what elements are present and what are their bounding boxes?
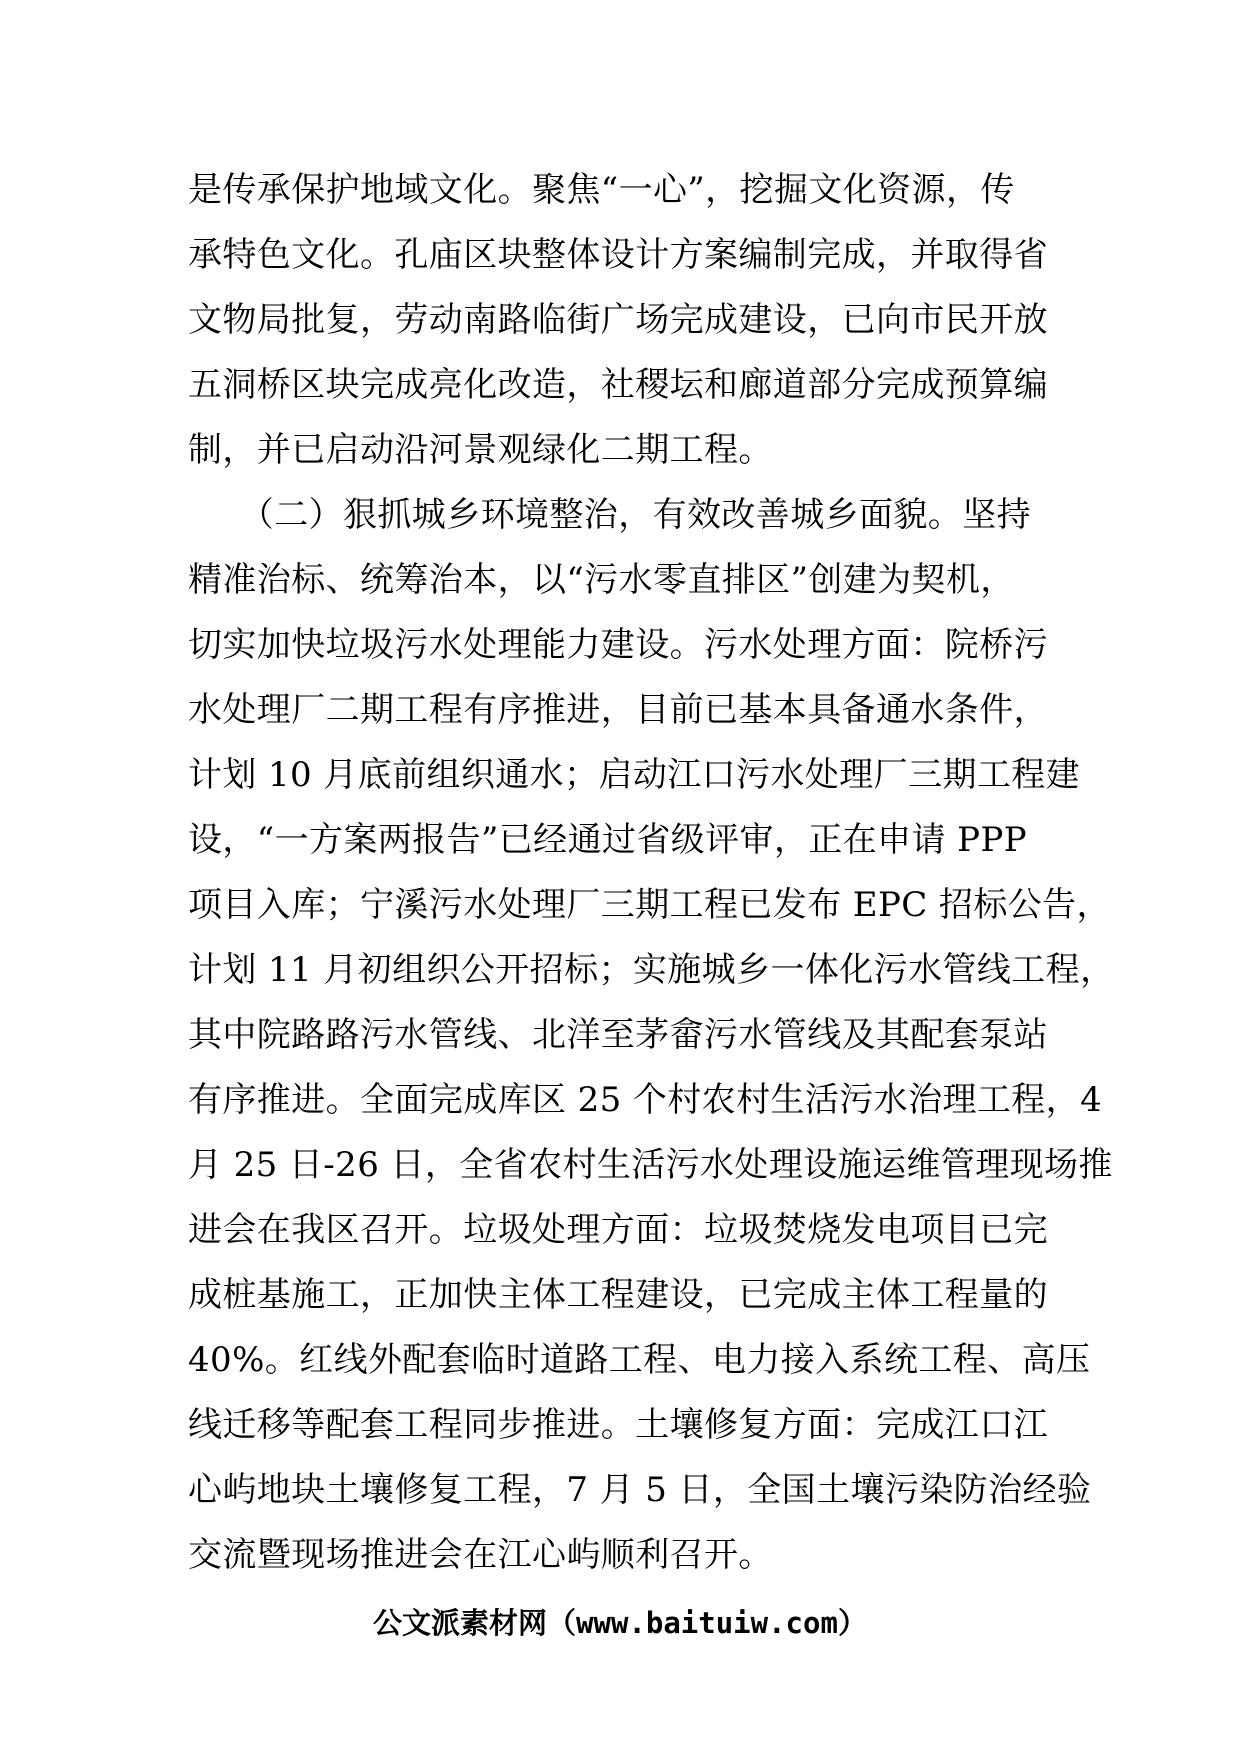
body-text <box>188 158 1115 1588</box>
text-line: 月 25 日-26 日，全省农村生活污水处理设施运维管理现场推 <box>188 1145 1113 1185</box>
text-line: 设，“一方案两报告”已经通过省级评审，正在申请 PPP <box>188 820 1028 860</box>
text-line: 成桩基施工，正加快主体工程建设，已完成主体工程量的 <box>188 1275 1048 1315</box>
text-line: 其中院路路污水管线、北洋至茅畲污水管线及其配套泵站 <box>188 1015 1048 1055</box>
text-line: 制，并已启动沿河景观绿化二期工程。 <box>188 430 773 470</box>
text-line: 项目入库；宁溪污水处理厂三期工程已发布 EPC 招标公告， <box>188 885 1111 925</box>
text-line: 线迁移等配套工程同步推进。土壤修复方面：完成江口江 <box>188 1405 1048 1445</box>
text-line: 进会在我区召开。垃圾处理方面：垃圾焚烧发电项目已完 <box>188 1210 1048 1250</box>
text-line: 40%。红线外配套临时道路工程、电力接入系统工程、高压 <box>188 1340 1091 1380</box>
section-heading-line: （二）狠抓城乡环境整治，有效改善城乡面貌。坚持 <box>188 495 1031 535</box>
text-line: 水处理厂二期工程有序推进，目前已基本具备通水条件， <box>188 690 1048 730</box>
text-line: 计划 10 月底前组织通水；启动江口污水处理厂三期工程建 <box>188 755 1081 795</box>
text-line: 文物局批复，劳动南路临街广场完成建设，已向市民开放 <box>188 300 1048 340</box>
text-line: 有序推进。全面完成库区 25 个村农村生活污水治理工程，4 <box>188 1080 1103 1120</box>
footer-watermark: 公文派素材网（www.baituiw.com） <box>373 1606 867 1640</box>
text-line: 精准治标、统筹治本，以“污水零直排区”创建为契机， <box>188 560 1015 600</box>
text-line: 交流暨现场推进会在江心屿顺利召开。 <box>188 1535 773 1575</box>
text-line: 是传承保护地域文化。聚焦“一心”，挖掘文化资源，传 <box>188 170 1015 210</box>
text-line: 承特色文化。孔庙区块整体设计方案编制完成，并取得省 <box>188 235 1048 275</box>
text-line: 切实加快垃圾污水处理能力建设。污水处理方面：院桥污 <box>188 625 1048 665</box>
text-line: 计划 11 月初组织公开招标；实施城乡一体化污水管线工程， <box>188 950 1115 990</box>
text-line: 心屿地块土壤修复工程，7 月 5 日，全国土壤污染防治经验 <box>188 1470 1092 1510</box>
text-line: 五洞桥区块完成亮化改造，社稷坛和廊道部分完成预算编 <box>188 365 1048 405</box>
